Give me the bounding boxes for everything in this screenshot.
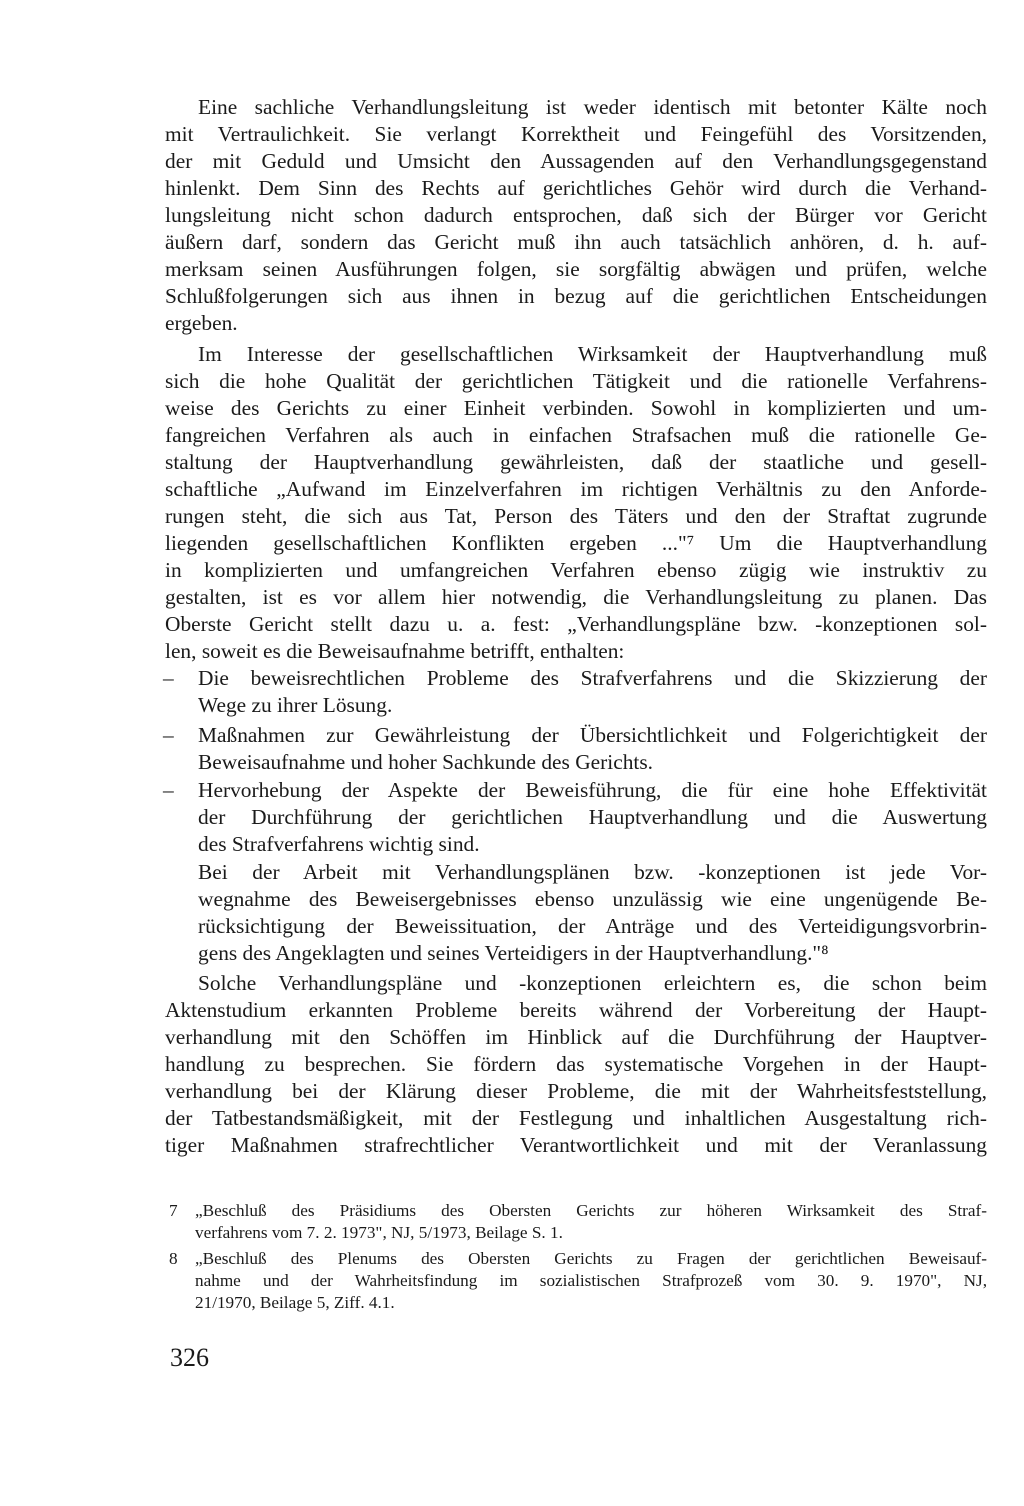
text-line: äußern darf, sondern das Gericht muß ihn auch tatsächlich anhören, d. h. auf- [165, 230, 987, 254]
list-item-line: Maßnahmen zur Gewährleistung der Übersichtlichkeit und Folgerichtigkeit der [198, 723, 987, 747]
text-line: verhandlung bei der Klärung dieser Probleme, die mit der Wahrheitsfeststellung, [165, 1079, 987, 1103]
text-line: rungen steht, die sich aus Tat, Person des Täters und den der Straftat zugrunde [165, 504, 987, 528]
text-line: ergeben. [165, 311, 238, 335]
text-line: Eine sachliche Verhandlungsleitung ist weder identisch mit betonter Kälte noch [198, 95, 987, 119]
text-line: len, soweit es die Beweisaufnahme betrifft, enthalten: [165, 639, 625, 663]
footnote-line: nahme und der Wahrheitsfindung im sozialistischen Strafprozeß vom 30. 9. 1970", NJ, [195, 1271, 987, 1290]
text-line: staltung der Hauptverhandlung gewährleisten, daß der staatliche und gesell- [165, 450, 987, 474]
footnote-line: verfahrens vom 7. 2. 1973", NJ, 5/1973, Beilage S. 1. [195, 1223, 563, 1242]
list-item-line: Wege zu ihrer Lösung. [198, 693, 393, 717]
list-item-line: des Strafverfahrens wichtig sind. [198, 832, 480, 856]
text-line: gens des Angeklagten und seines Verteidigers in der Hauptverhandlung."⁸ [198, 941, 829, 965]
list-item-line: Die beweisrechtlichen Probleme des Strafverfahrens und die Skizzierung der [198, 666, 987, 690]
footnote-line: 21/1970, Beilage 5, Ziff. 4.1. [195, 1293, 395, 1312]
text-line: fangreichen Verfahren als auch in einfachen Strafsachen muß die rationelle Ge- [165, 423, 987, 447]
list-dash: – [163, 778, 174, 802]
text-line: wegnahme des Beweisergebnisses ebenso unzulässig wie eine ungenügende Be- [198, 887, 987, 911]
list-dash: – [163, 723, 174, 747]
text-line: hinlenkt. Dem Sinn des Rechts auf gerichtliches Gehör wird durch die Verhand- [165, 176, 987, 200]
text-line: schaftliche „Aufwand im Einzelverfahren im richtigen Verhältnis zu den Anforde- [165, 477, 987, 501]
page-number: 326 [170, 1343, 209, 1372]
text-line: verhandlung mit den Schöffen im Hinblick auf die Durchführung der Hauptver- [165, 1025, 987, 1049]
text-line: Schlußfolgerungen sich aus ihnen in bezug auf die gerichtlichen Entscheidungen [165, 284, 987, 308]
footnote-number: 7 [169, 1201, 178, 1220]
text-line: gestalten, ist es vor allem hier notwendig, die Verhandlungsleitung zu planen. Das [165, 585, 987, 609]
text-line: in komplizierten und umfangreichen Verfahren ebenso zügig wie instruktiv zu [165, 558, 987, 582]
text-line: weise des Gerichts zu einer Einheit verbinden. Sowohl in komplizierten und um- [165, 396, 987, 420]
text-line: der Tatbestandsmäßigkeit, mit der Festlegung und inhaltlichen Ausgestaltung rich- [165, 1106, 987, 1130]
list-item-line: der Durchführung der gerichtlichen Hauptverhandlung und die Auswertung [198, 805, 987, 829]
text-line: sich die hohe Qualität der gerichtlichen Tätigkeit und die rationelle Verfahrens- [165, 369, 987, 393]
text-line: liegenden gesellschaftlichen Konflikten ergeben ..."⁷ Um die Hauptverhandlung [165, 531, 987, 555]
text-line: Aktenstudium erkannten Probleme bereits während der Vorbereitung der Haupt- [165, 998, 987, 1022]
list-item-line: Hervorhebung der Aspekte der Beweisführung, die für eine hohe Effektivität [198, 778, 987, 802]
text-line: lungsleitung nicht schon dadurch entsprochen, daß sich der Bürger vor Gericht [165, 203, 987, 227]
text-line: der mit Geduld und Umsicht den Aussagenden auf den Verhandlungsgegenstand [165, 149, 987, 173]
footnote-number: 8 [169, 1249, 178, 1268]
text-line: handlung zu besprechen. Sie fördern das systematische Vorgehen in der Haupt- [165, 1052, 987, 1076]
text-line: merksam seinen Ausführungen folgen, sie sorgfältig abwägen und prüfen, welche [165, 257, 987, 281]
text-line: rücksichtigung der Beweissituation, der Anträge und des Verteidigungsvorbrin- [198, 914, 987, 938]
text-line: mit Vertraulichkeit. Sie verlangt Korrektheit und Feingefühl des Vorsitzenden, [165, 122, 987, 146]
text-line: Bei der Arbeit mit Verhandlungsplänen bzw. -konzeptionen ist jede Vor- [198, 860, 987, 884]
text-line: Im Interesse der gesellschaftlichen Wirksamkeit der Hauptverhandlung muß [198, 342, 987, 366]
list-item-line: Beweisaufnahme und hoher Sachkunde des Gerichts. [198, 750, 654, 774]
footnote-line: „Beschluß des Präsidiums des Obersten Gerichts zur höheren Wirksamkeit des Straf- [195, 1201, 987, 1220]
text-line: Oberste Gericht stellt dazu u. a. fest: „Verhandlungspläne bzw. -konzeptionen sol- [165, 612, 987, 636]
text-line: tiger Maßnahmen strafrechtlicher Verantwortlichkeit und mit der Veranlassung [165, 1133, 987, 1157]
list-dash: – [163, 666, 174, 690]
footnote-line: „Beschluß des Plenums des Obersten Gerichts zu Fragen der gerichtlichen Beweisauf- [195, 1249, 987, 1268]
text-line: Solche Verhandlungspläne und -konzeptionen erleichtern es, die schon beim [198, 971, 987, 995]
